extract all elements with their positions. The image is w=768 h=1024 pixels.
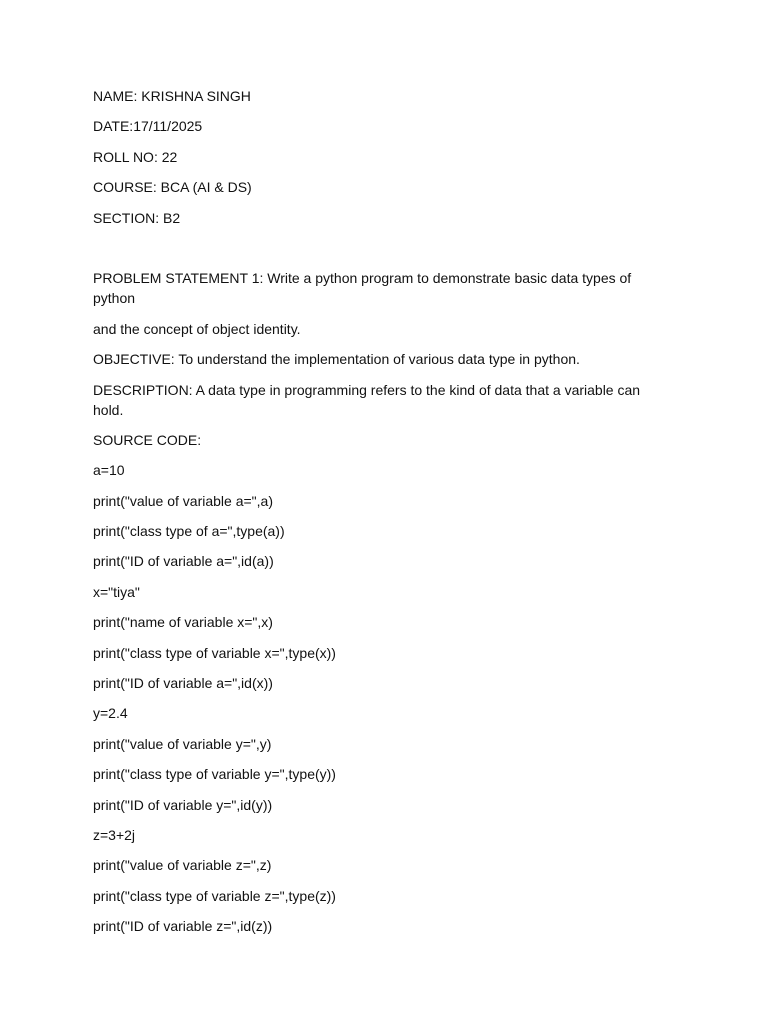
code-line: z=3+2j <box>93 826 136 843</box>
code-line: print("class type of variable x=",type(x)) <box>93 644 336 661</box>
problem-statement-continuation: and the concept of object identity. <box>93 320 301 337</box>
problem-statement <box>93 268 708 308</box>
code-line: print("class type of variable z=",type(z)) <box>93 887 336 904</box>
blank-line <box>93 238 708 258</box>
code-line: y=2.4 <box>93 705 128 722</box>
code-line: print("ID of variable a=",id(x)) <box>93 675 273 692</box>
code-line: print("ID of variable y=",id(y)) <box>93 796 273 813</box>
description-line: DESCRIPTION: A data type in programming refers to the kind of data that a variable can <box>93 381 641 398</box>
code-line: print("value of variable y=",y) <box>93 735 272 752</box>
code-line: x="tiya" <box>93 583 140 600</box>
code-line: print("ID of variable a=",id(a)) <box>93 553 274 570</box>
code-line: print("value of variable z=",z) <box>93 857 272 874</box>
code-line: print("class type of a=",type(a)) <box>93 523 285 540</box>
code-line: print("ID of variable z=",id(z)) <box>93 918 273 935</box>
objective: OBJECTIVE: To understand the implementation of various data type in python. <box>93 351 580 368</box>
problem-statement-line: python <box>93 290 136 307</box>
description-line: hold. <box>93 401 124 418</box>
course: COURSE: BCA (AI & DS) <box>93 179 252 196</box>
section: SECTION: B2 <box>93 209 181 226</box>
description <box>93 380 708 420</box>
source-code-block <box>93 460 708 936</box>
student-name: NAME: KRISHNA SINGH <box>93 88 251 104</box>
submission-date: DATE:17/11/2025 <box>93 118 203 135</box>
source-code-heading: SOURCE CODE: <box>93 431 202 448</box>
code-line: print("class type of variable y=",type(y)) <box>93 766 336 783</box>
code-line: print("name of variable x=",x) <box>93 614 273 631</box>
code-line: a=10 <box>93 462 125 479</box>
code-line: print("value of variable a=",a) <box>93 492 273 509</box>
roll-number: ROLL NO: 22 <box>93 148 178 165</box>
problem-statement-line: PROBLEM STATEMENT 1: Write a python program to demonstrate basic data types of <box>93 270 632 287</box>
